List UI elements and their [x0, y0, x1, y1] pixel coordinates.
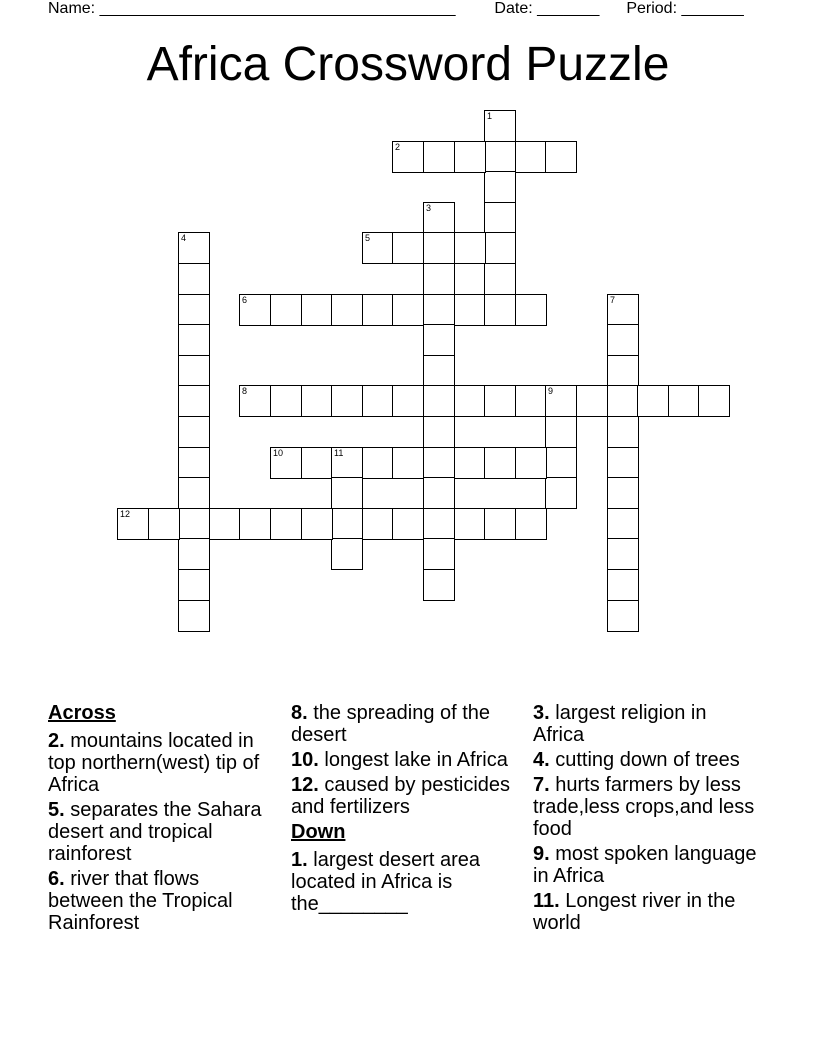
grid-cell[interactable]	[607, 355, 639, 387]
grid-cell[interactable]	[423, 538, 455, 570]
grid-cell[interactable]	[270, 385, 302, 417]
grid-cell[interactable]	[392, 447, 424, 479]
clue-number: 1	[487, 111, 493, 121]
grid-cell[interactable]	[178, 569, 210, 601]
grid-cell[interactable]	[607, 294, 639, 326]
name-label: Name:	[48, 0, 96, 17]
grid-cell[interactable]	[545, 477, 577, 509]
grid-cell[interactable]	[178, 263, 210, 295]
grid-cell[interactable]	[607, 508, 639, 540]
clues-column-1	[48, 702, 268, 937]
clue-across-2: 2. mountains located in top northern(west) tip of Africa	[48, 730, 260, 796]
page-title: Africa Crossword Puzzle	[146, 38, 670, 91]
grid-cell[interactable]	[637, 385, 669, 417]
grid-cell[interactable]	[239, 508, 271, 540]
grid-cell[interactable]	[423, 202, 455, 234]
grid-cell[interactable]	[454, 385, 486, 417]
grid-cell[interactable]	[148, 508, 180, 540]
grid-cell[interactable]	[392, 141, 424, 173]
across-heading: Across	[48, 702, 116, 724]
clue-number: 6	[242, 295, 248, 305]
grid-cell[interactable]	[484, 447, 516, 479]
grid-cell[interactable]	[484, 294, 516, 326]
grid-cell[interactable]	[607, 569, 639, 601]
grid-cell[interactable]	[392, 232, 424, 264]
period-field[interactable]: _______	[681, 0, 744, 17]
grid-cell[interactable]	[423, 232, 455, 264]
grid-cell[interactable]	[270, 508, 302, 540]
grid-cell[interactable]	[545, 385, 577, 417]
clues-column-3	[533, 702, 758, 937]
clue-down-11: 11. Longest river in the world	[533, 890, 736, 934]
grid-cell[interactable]	[270, 294, 302, 326]
grid-cell[interactable]	[331, 477, 363, 509]
clue-number: 4	[181, 233, 187, 243]
grid-cell[interactable]	[178, 385, 210, 417]
date-field[interactable]: _______	[537, 0, 600, 17]
grid-cell[interactable]	[362, 508, 394, 540]
grid-cell[interactable]	[423, 447, 455, 479]
grid-cell[interactable]	[301, 294, 333, 326]
grid-cell[interactable]	[178, 447, 210, 479]
clue-number: 10	[273, 448, 284, 458]
grid-cell[interactable]	[331, 385, 363, 417]
grid-cell[interactable]	[117, 508, 149, 540]
clue-number: 3	[426, 203, 432, 213]
grid-cell[interactable]	[178, 294, 210, 326]
grid-cell[interactable]	[178, 508, 210, 540]
grid-cell[interactable]	[454, 447, 486, 479]
grid-cell[interactable]	[454, 294, 486, 326]
grid-cell[interactable]	[484, 110, 516, 142]
name-field[interactable]: ________________________________________	[99, 0, 456, 17]
clue-number: 9	[548, 386, 554, 396]
clue-across-8: 8. the spreading of the desert	[291, 702, 491, 746]
grid-cell[interactable]	[178, 600, 210, 632]
grid-cell[interactable]	[392, 294, 424, 326]
grid-cell[interactable]	[301, 385, 333, 417]
grid-cell[interactable]	[484, 202, 516, 234]
grid-cell[interactable]	[209, 508, 241, 540]
clue-down-9: 9. most spoken language in Africa	[533, 843, 757, 887]
grid-cell[interactable]	[423, 416, 455, 448]
clue-number: 7	[610, 295, 616, 305]
grid-cell[interactable]	[423, 508, 455, 540]
grid-cell[interactable]	[607, 385, 639, 417]
clue-number: 12	[120, 509, 131, 519]
grid-cell[interactable]	[392, 508, 424, 540]
clue-down-4: 4. cutting down of trees	[533, 749, 740, 771]
clue-down-1: 1. largest desert area located in Africa is the________	[291, 849, 481, 915]
grid-cell[interactable]	[484, 385, 516, 417]
grid-cell[interactable]	[392, 385, 424, 417]
grid-cell[interactable]	[484, 232, 516, 264]
grid-cell[interactable]	[239, 294, 271, 326]
clue-down-3: 3. largest religion in Africa	[533, 702, 707, 746]
down-heading: Down	[291, 821, 346, 843]
clue-across-6: 6. river that flows between the Tropical Rainforest	[48, 868, 233, 934]
clues-column-2	[291, 702, 516, 918]
grid-cell[interactable]	[607, 324, 639, 356]
grid-cell[interactable]	[668, 385, 700, 417]
clue-across-12: 12. caused by pesticides and fertilizers	[291, 774, 511, 818]
clue-number: 5	[365, 233, 371, 243]
grid-cell[interactable]	[607, 416, 639, 448]
clue-number: 2	[395, 142, 401, 152]
grid-cell[interactable]	[362, 385, 394, 417]
grid-cell[interactable]	[423, 477, 455, 509]
grid-cell[interactable]	[423, 324, 455, 356]
grid-cell[interactable]	[331, 294, 363, 326]
grid-cell[interactable]	[484, 171, 516, 203]
grid-cell[interactable]	[484, 141, 516, 173]
grid-cell[interactable]	[178, 538, 210, 570]
clue-across-5: 5. separates the Sahara desert and tropical rainforest	[48, 799, 262, 865]
date-label: Date:	[494, 0, 533, 17]
grid-cell[interactable]	[515, 508, 547, 540]
grid-cell[interactable]	[454, 508, 486, 540]
grid-cell[interactable]	[178, 355, 210, 387]
grid-cell[interactable]	[331, 447, 363, 479]
clue-across-10: 10. longest lake in Africa	[291, 749, 508, 771]
grid-cell[interactable]	[178, 416, 210, 448]
grid-cell[interactable]	[607, 477, 639, 509]
grid-cell[interactable]	[454, 232, 486, 264]
grid-cell[interactable]	[362, 294, 394, 326]
grid-cell[interactable]	[178, 232, 210, 264]
grid-cell[interactable]	[545, 447, 577, 479]
clue-down-7: 7. hurts farmers by less trade,less crops,and less food	[533, 774, 755, 840]
grid-cell[interactable]	[362, 232, 394, 264]
grid-cell[interactable]	[515, 447, 547, 479]
grid-cell[interactable]	[301, 447, 333, 479]
grid-cell[interactable]	[607, 600, 639, 632]
grid-cell[interactable]	[423, 385, 455, 417]
grid-cell[interactable]	[362, 447, 394, 479]
grid-cell[interactable]	[545, 416, 577, 448]
period-label: Period:	[626, 0, 678, 17]
grid-cell[interactable]	[423, 294, 455, 326]
grid-cell[interactable]	[301, 508, 333, 540]
grid-cell[interactable]	[423, 569, 455, 601]
grid-cell[interactable]	[178, 477, 210, 509]
grid-cell[interactable]	[545, 141, 577, 173]
grid-cell[interactable]	[484, 263, 516, 295]
grid-cell[interactable]	[698, 385, 730, 417]
grid-cell[interactable]	[423, 141, 455, 173]
grid-cell[interactable]	[239, 385, 271, 417]
grid-cell[interactable]	[607, 447, 639, 479]
grid-cell[interactable]	[423, 263, 455, 295]
grid-cell[interactable]	[484, 508, 516, 540]
grid-cell[interactable]	[331, 508, 363, 540]
grid-cell[interactable]	[331, 538, 363, 570]
clue-number: 11	[334, 448, 344, 458]
grid-cell[interactable]	[607, 538, 639, 570]
clue-number: 8	[242, 386, 248, 396]
grid-cell[interactable]	[454, 141, 486, 173]
grid-cell[interactable]	[515, 385, 547, 417]
grid-cell[interactable]	[270, 447, 302, 479]
grid-cell[interactable]	[515, 294, 547, 326]
grid-cell[interactable]	[576, 385, 608, 417]
grid-cell[interactable]	[423, 355, 455, 387]
grid-cell[interactable]	[178, 324, 210, 356]
grid-cell[interactable]	[515, 141, 547, 173]
